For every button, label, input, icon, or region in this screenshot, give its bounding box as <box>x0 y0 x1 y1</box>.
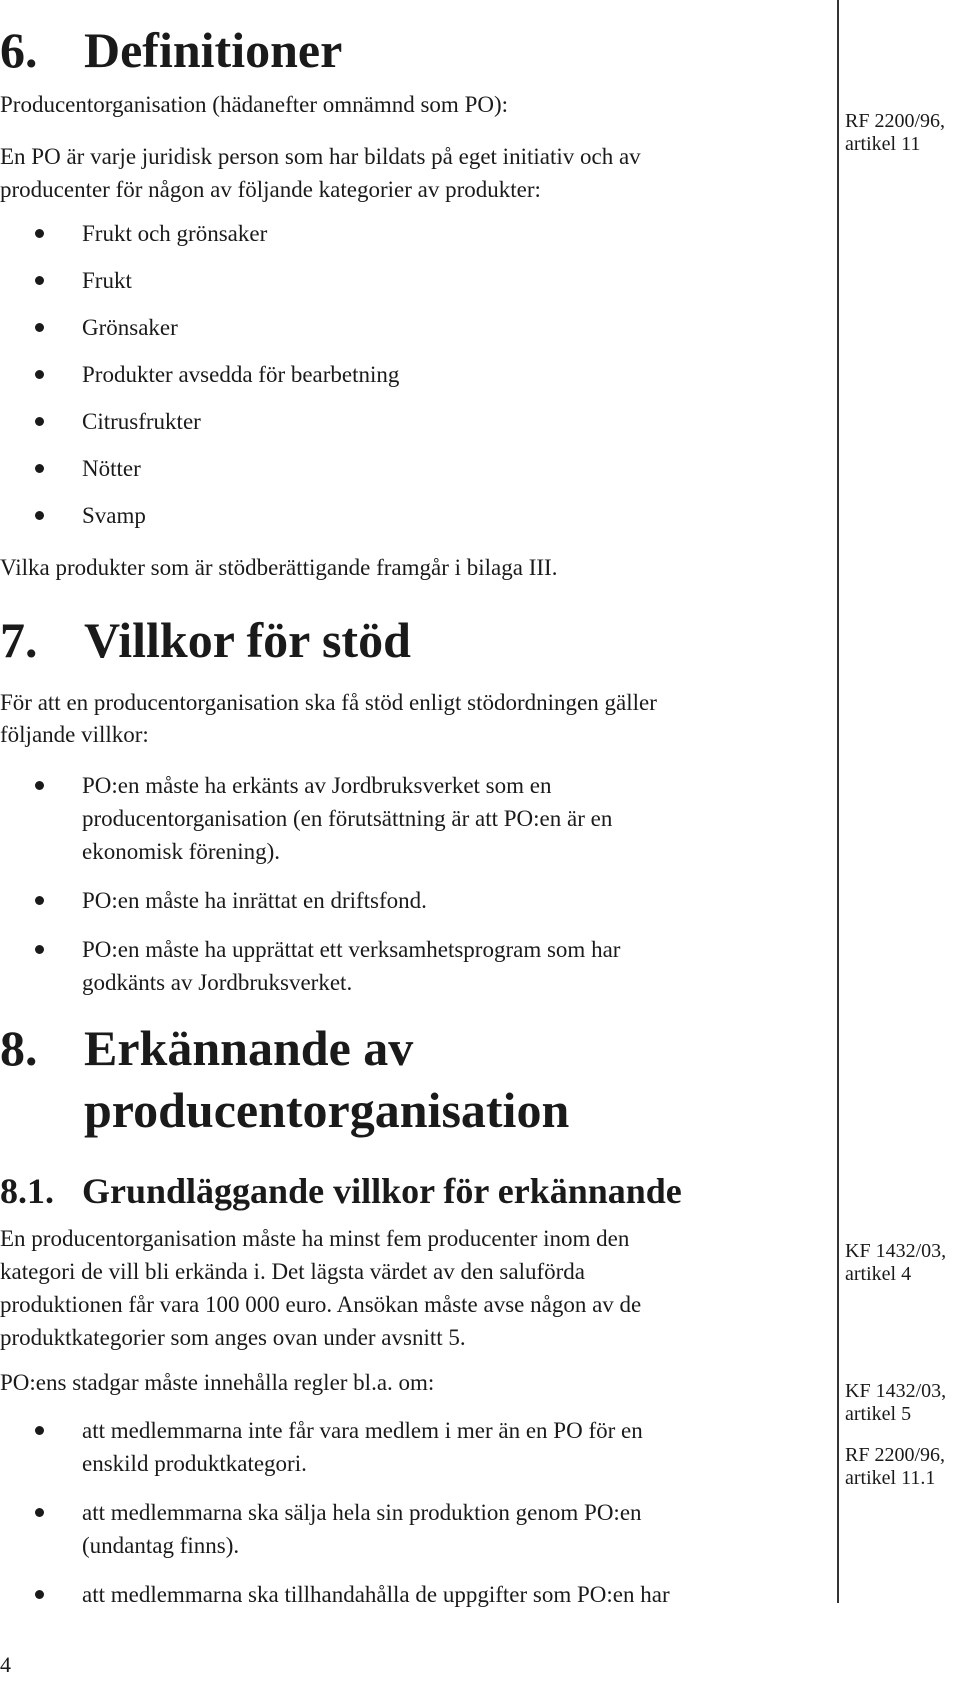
bullet-icon <box>35 417 44 426</box>
section-number: 7. <box>0 612 38 668</box>
section-number: 6. <box>0 22 38 78</box>
section-6-closing: Vilka produkter som är stödberättigande framgår i bilaga III. <box>0 555 558 580</box>
definition-label: Producentorganisation (hädanefter omnämnd som PO): <box>0 92 509 117</box>
list-item: PO:en måste ha inrättat en driftsfond. <box>0 884 820 917</box>
list-item: att medlemmarna ska sälja hela sin produktion genom PO:en (undantag finns). <box>0 1496 820 1562</box>
product-category-list <box>0 217 820 546</box>
bullet-icon <box>35 370 44 379</box>
recognition-paragraph-line: kategori de vill bli erkända i. Det lägsta värdet av den saluförda <box>0 1259 586 1284</box>
bullet-icon <box>35 323 44 332</box>
bullet-icon <box>35 896 44 905</box>
list-item: Svamp <box>0 499 820 532</box>
statute-rules-list <box>0 1414 820 1627</box>
list-item: att medlemmarna inte får vara medlem i mer än en PO för en enskild produktkategori. <box>0 1414 820 1480</box>
recognition-paragraph-line: produktkategorier som anges ovan under avsnitt 5. <box>0 1325 466 1350</box>
section-title-line-1: Erkännande av <box>84 1020 414 1076</box>
recognition-paragraph-line: En producentorganisation måste ha minst fem producenter inom den <box>0 1226 630 1251</box>
section-8-heading <box>0 1020 413 1076</box>
list-item: PO:en måste ha upprättat ett verksamhetsprogram som har godkänts av Jordbruksverket. <box>0 933 820 999</box>
list-item: att medlemmarna ska tillhandahålla de uppgifter som PO:en har <box>0 1578 820 1611</box>
list-item: Frukt och grönsaker <box>0 217 820 250</box>
list-item: Produkter avsedda för bearbetning <box>0 358 820 391</box>
section-title: Definitioner <box>84 22 343 78</box>
bullet-icon <box>35 464 44 473</box>
section-7-intro-line-1: För att en producentorganisation ska få stöd enligt stödordningen gäller <box>0 690 657 715</box>
bullet-icon <box>35 781 44 790</box>
subsection-title: Grundläggande villkor för erkännande <box>82 1171 682 1211</box>
margin-note-kf-1432-03-art5: KF 1432/03, artikel 5 <box>845 1380 947 1425</box>
margin-divider <box>837 0 839 1603</box>
section-title-line-2: producentorganisation <box>84 1082 570 1138</box>
section-7-heading <box>0 612 411 668</box>
bullet-icon <box>35 229 44 238</box>
section-6-heading <box>0 22 342 78</box>
bullet-icon <box>35 1508 44 1517</box>
list-item: PO:en måste ha erkänts av Jordbruksverket som en producentorganisation (en förutsättning är att PO:en är en ekonomisk förening). <box>0 769 820 868</box>
margin-note-rf-2200-96-11-1: RF 2200/96, artikel 11.1 <box>845 1444 946 1489</box>
bullet-icon <box>35 1426 44 1435</box>
statutes-intro: PO:ens stadgar måste innehålla regler bl.a. om: <box>0 1370 435 1395</box>
section-7-intro-line-2: följande villkor: <box>0 722 149 747</box>
list-item: Citrusfrukter <box>0 405 820 438</box>
margin-note-rf-2200-96: RF 2200/96, artikel 11 <box>845 110 946 155</box>
section-number: 8. <box>0 1020 38 1076</box>
section-6-intro-line-2: producenter för någon av följande kategorier av produkter: <box>0 177 541 202</box>
section-title: Villkor för stöd <box>84 612 411 668</box>
bullet-icon <box>35 276 44 285</box>
bullet-icon <box>35 511 44 520</box>
subsection-8-1-heading <box>0 1170 682 1212</box>
conditions-list <box>0 769 820 1015</box>
subsection-number: 8.1. <box>0 1171 54 1211</box>
list-item: Nötter <box>0 452 820 485</box>
bullet-icon <box>35 1590 44 1599</box>
list-item: Grönsaker <box>0 311 820 344</box>
recognition-paragraph-line: produktionen får vara 100 000 euro. Ansökan måste avse någon av de <box>0 1292 642 1317</box>
page-number: 4 <box>0 1652 11 1677</box>
list-item: Frukt <box>0 264 820 297</box>
section-6-intro-line-1: En PO är varje juridisk person som har bildats på eget initiativ och av <box>0 144 641 169</box>
bullet-icon <box>35 945 44 954</box>
margin-note-kf-1432-03-art4: KF 1432/03, artikel 4 <box>845 1240 947 1285</box>
